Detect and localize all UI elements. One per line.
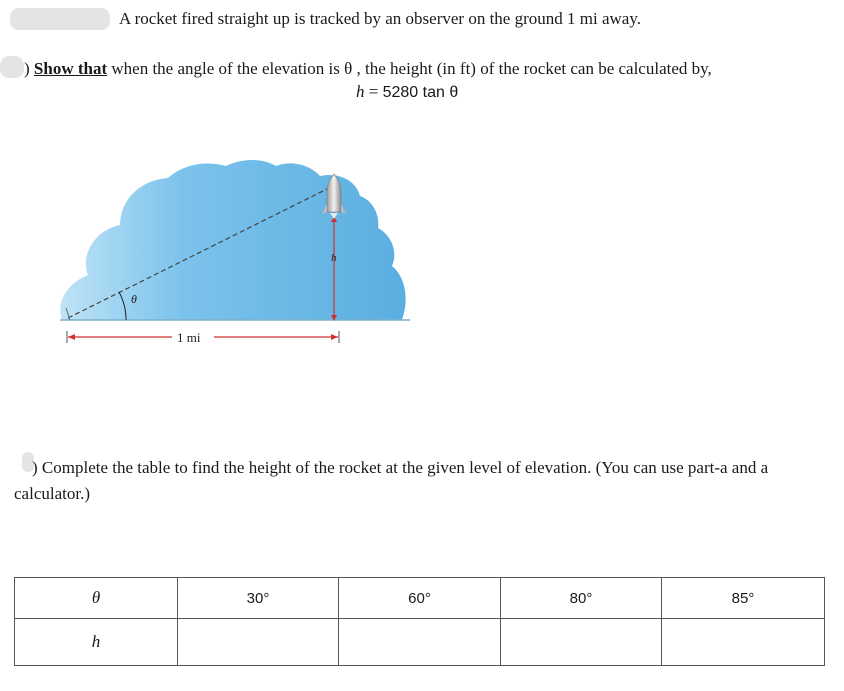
intro-text: A rocket fired straight up is tracked by an observer on the ground 1 mi away.: [119, 9, 641, 28]
height-cell[interactable]: [178, 619, 339, 666]
part-b-line1: [32, 458, 768, 478]
angle-cell: 60°: [339, 578, 501, 619]
distance-arrow-head-right: [331, 334, 338, 340]
part-b-text-2: calculator.): [14, 484, 90, 503]
formula-eq: =: [364, 82, 383, 101]
part-b-paren: ): [32, 458, 38, 477]
redacted-mark: [10, 8, 110, 30]
height-cell[interactable]: [662, 619, 825, 666]
distance-arrow-head-left: [68, 334, 75, 340]
formula: [356, 82, 458, 102]
formula-rhs: 5280 tan θ: [382, 84, 459, 101]
distance-label: 1 mi: [177, 330, 201, 345]
formula-lhs: h: [356, 82, 365, 101]
h-label: h: [331, 252, 337, 264]
height-cell[interactable]: [339, 619, 501, 666]
part-a-paren: ): [24, 59, 30, 78]
row-label-theta: θ: [15, 578, 178, 619]
angle-cell: 80°: [501, 578, 662, 619]
part-a-line: [24, 59, 712, 79]
angle-cell: 30°: [178, 578, 339, 619]
table-row-theta: [15, 578, 825, 619]
part-a-lead: Show that: [33, 59, 108, 78]
part-b-text-1: Complete the table to find the height of the rocket at the given level of elevation. (You can use part-a and a: [41, 458, 769, 477]
table-row-h: [15, 619, 825, 666]
redacted-mark: [0, 56, 24, 78]
row-label-h: h: [15, 619, 178, 666]
height-cell[interactable]: [501, 619, 662, 666]
theta-label: θ: [131, 292, 137, 306]
answer-table: [14, 577, 825, 666]
rocket-diagram: [0, 150, 430, 370]
angle-cell: 85°: [662, 578, 825, 619]
part-a-text: when the angle of the elevation is θ , the height (in ft) of the rocket can be calculated by,: [111, 59, 712, 78]
